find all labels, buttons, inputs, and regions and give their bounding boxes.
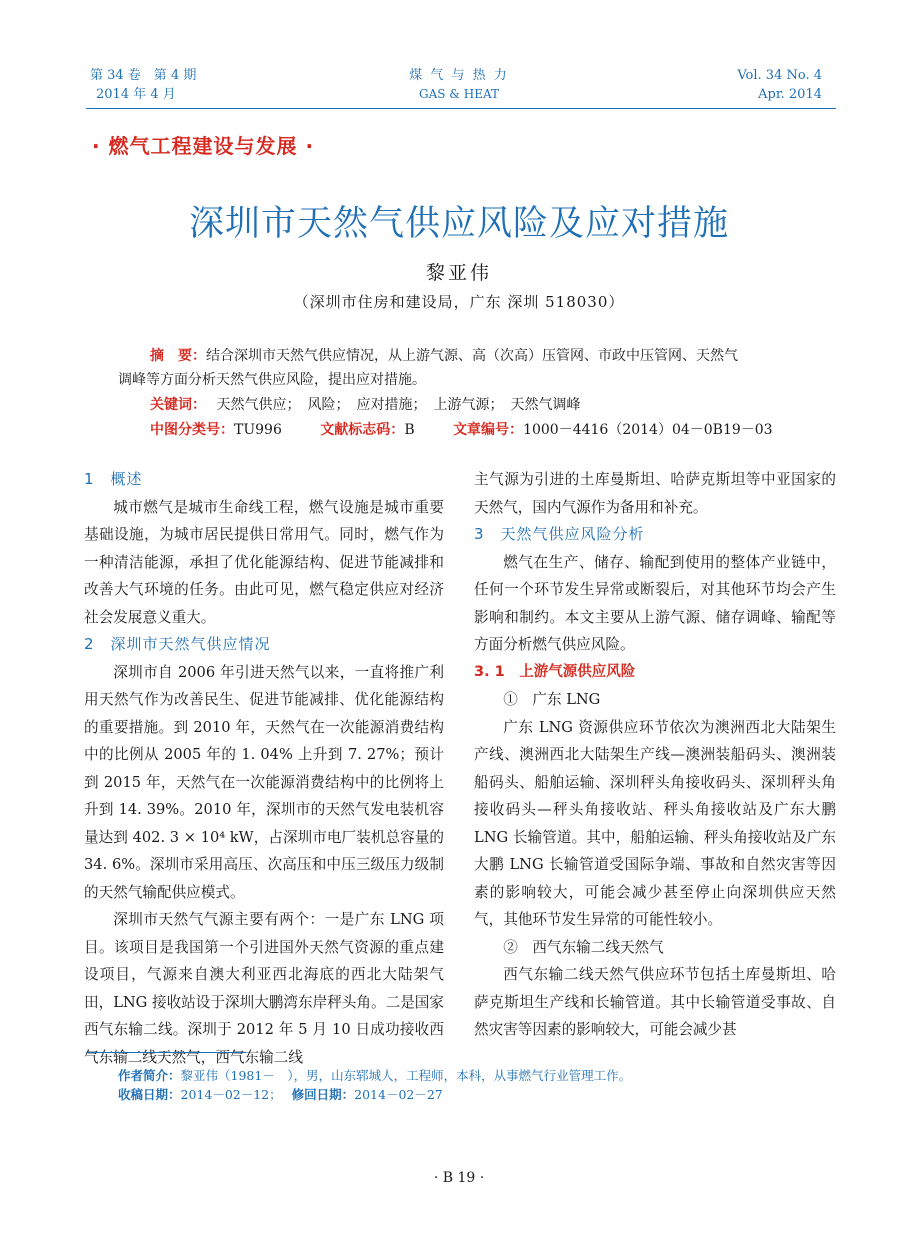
author-bio: 黎亚伟（1981－ ），男，山东郓城人，工程师，本科，从事燃气行业管理工作。 bbox=[180, 1068, 632, 1083]
journal-name-cn: 煤 气 与 热 力 bbox=[409, 68, 509, 83]
heading-risk-analysis: 3 天然气供应风险分析 bbox=[474, 525, 645, 543]
body-column-left bbox=[84, 466, 444, 1071]
revised-label: 修回日期： bbox=[291, 1087, 355, 1102]
paragraph-overview: 城市燃气是城市生命线工程，燃气设施是城市重要基础设施，为城市居民提供日常用气。同时，燃气作为一种清洁能源，承担了优化能源结构、促进节能减排和改善大气环境的任务。由此可见，燃气稳定供应对经济社会发展意义重大。 bbox=[84, 498, 444, 626]
author-affiliation: （深圳市住房和建设局，广东 深圳 518030） bbox=[293, 293, 625, 311]
body-column-right bbox=[474, 466, 836, 1044]
issue-date-en: Apr. 2014 bbox=[758, 87, 822, 102]
abstract-line-2 bbox=[118, 368, 426, 392]
article-no: 1000－4416（2014）04－0B19－03 bbox=[523, 422, 773, 438]
paragraph-supply-status: 深圳市自 2006 年引进天然气以来，一直将推广利用天然气作为改善民生、促进节能减排、优化能源结构的重要措施。到 2010 年，天然气在一次能源消费结构中的比例从 2005 年的 1. 04% 上升到 7. 27%；预计到 2015 年，天然气在一次能源消费结构中的比例将上升到 14. 39%。2010 年，深圳市的天然气发电装机容量达到 402. 3 × 10⁴ kW，占深圳市电厂装机总容量的 34. 6%。深圳市采用高压、次高压和中压三级压力级制的天然气输配供应模式。 bbox=[84, 663, 444, 901]
journal-issue-en bbox=[737, 66, 822, 104]
clc-code: TU996 bbox=[234, 422, 282, 438]
classification-line bbox=[150, 418, 773, 442]
author-name: 黎亚伟 bbox=[425, 262, 492, 284]
author-bio-label: 作者简介： bbox=[118, 1068, 181, 1083]
abstract-text-1: 结合深圳市天然气供应情况，从上游气源、高（次高）压管网、市政中压管网、天然气 bbox=[206, 348, 738, 364]
subheading-guangdong-lng: ① 广东 LNG bbox=[503, 691, 601, 708]
keywords: 天然气供应； 风险； 应对措施； 上游气源； 天然气调峰 bbox=[216, 397, 581, 413]
heading-supply-status: 2 深圳市天然气供应情况 bbox=[84, 635, 271, 653]
doc-code: B bbox=[404, 422, 415, 438]
abstract-text-2: 调峰等方面分析天然气供应风险，提出应对措施。 bbox=[118, 372, 426, 388]
paragraph-west-east-pipeline: 西气东输二线天然气供应环节包括土库曼斯坦、哈萨克斯坦生产线和长输管道。其中长输管道受事故、自然灾害等因素的影响较大，可能会减少甚 bbox=[474, 966, 836, 1038]
paragraph-gas-sources-cont: 主气源为引进的土库曼斯坦、哈萨克斯坦等中亚国家的天然气，国内气源作为备用和补充。 bbox=[474, 471, 836, 516]
paragraph-gas-sources: 深圳市天然气气源主要有两个：一是广东 LNG 项目。该项目是我国第一个引进国外天然气资源的重点建设项目，气源来自澳大利亚西北海底的西北大陆架气田，LNG 接收站设于深圳大鹏湾东岸秤头角。二是国家西气东输二线。深圳于 2012 年 5 月 10 日成功接收西气东输二线天然气，西气东输二线 bbox=[84, 911, 444, 1066]
paragraph-risk-analysis: 燃气在生产、储存、输配到使用的整体产业链中，任何一个环节发生异常或断裂后，对其他环节均会产生影响和制约。本文主要从上游气源、储存调峰、输配等方面分析燃气供应风险。 bbox=[474, 553, 836, 653]
heading-overview: 1 概述 bbox=[84, 470, 143, 488]
volume-issue: 第 34 卷 第 4 期 bbox=[90, 68, 197, 83]
footnote-divider bbox=[86, 1052, 246, 1053]
article-no-label: 文章编号： bbox=[453, 422, 524, 438]
revised-date: 2014－02－27 bbox=[354, 1087, 443, 1102]
heading-upstream-risk: 3. 1 上游气源供应风险 bbox=[474, 663, 636, 680]
received-label: 收稿日期： bbox=[118, 1087, 181, 1102]
keywords-line bbox=[150, 393, 580, 417]
footnote-dates bbox=[118, 1086, 443, 1104]
header-divider bbox=[86, 108, 836, 109]
keywords-label: 关键词： bbox=[150, 397, 206, 413]
paragraph-guangdong-lng: 广东 LNG 资源供应环节依次为澳洲西北大陆架生产线、澳洲西北大陆架生产线—澳洲装船码头、澳洲装船码头、船舶运输、深圳秤头角接收码头、深圳秤头角接收码头—秤头角接收站、秤头角接收站及广东大鹏 LNG 长输管道。其中，船舶运输、秤头角接收站及广东大鹏 LNG 长输管道受国际争端、事故和自然灾害等因素的影响较大，可能会减少甚至停止向深圳供应天然气，其他环节发生异常的可能性较小。 bbox=[474, 718, 836, 928]
footnote-author bbox=[118, 1067, 631, 1085]
article-title: 深圳市天然气供应风险及应对措施 bbox=[188, 204, 729, 244]
abstract-line-1 bbox=[150, 344, 738, 368]
doc-code-label: 文献标志码： bbox=[320, 422, 405, 438]
subheading-west-east-pipeline: ② 西气东输二线天然气 bbox=[503, 938, 664, 956]
journal-name-en: GAS & HEAT bbox=[418, 87, 500, 101]
abstract-label: 摘 要： bbox=[150, 348, 206, 364]
volume-issue-en: Vol. 34 No. 4 bbox=[737, 68, 822, 83]
page-number: · B 19 · bbox=[433, 1170, 485, 1186]
section-label: · 燃气工程建设与发展 · bbox=[92, 134, 315, 158]
issue-date: 2014 年 4 月 bbox=[96, 87, 176, 102]
received-date: 2014－02－12； bbox=[180, 1087, 282, 1102]
clc-label: 中图分类号： bbox=[150, 422, 234, 438]
